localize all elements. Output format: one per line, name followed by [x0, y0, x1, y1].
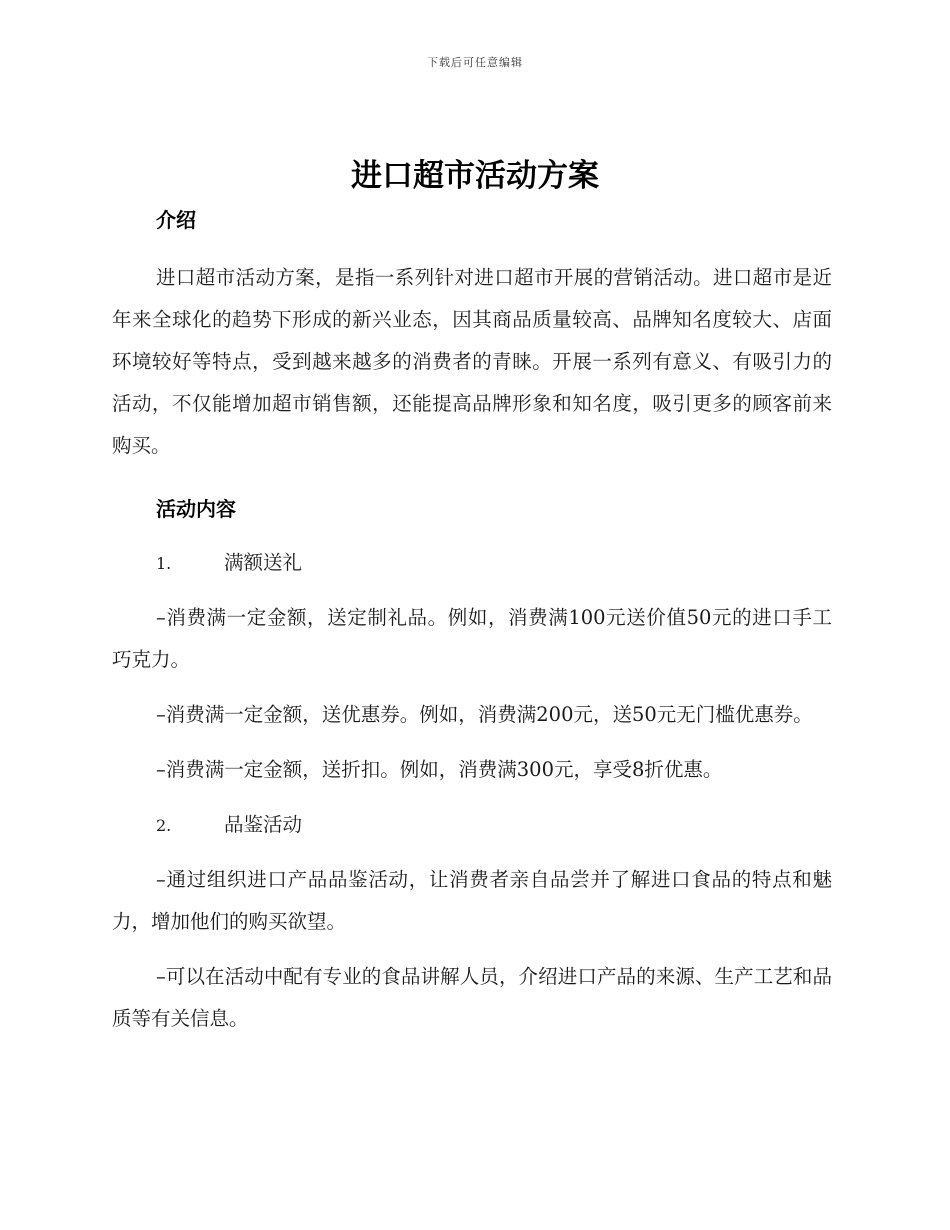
list-number-1: 1.	[156, 554, 172, 573]
list-item-1	[156, 542, 832, 584]
header-note: 下载后可任意编辑	[427, 56, 523, 69]
intro-paragraph: 进口超市活动方案，是指一系列针对进口超市开展的营销活动。进口超市是近年来全球化的趋势下形成的新兴业态，因其商品质量较高、品牌知名度较大、店面环境较好等特点，受到越来越多的消费者的青睐。开展一系列有意义、有吸引力的活动，不仅能增加超市销售额，还能提高品牌形象和知名度，吸引更多的顾客前来购买。	[112, 266, 832, 457]
bullet-paragraph-1-2: –消费满一定金额，送优惠券。例如，消费满200元，送50元无门槛优惠券。	[156, 703, 813, 726]
bullet-paragraph-1-3: –消费满一定金额，送折扣。例如，消费满300元，享受8折优惠。	[156, 758, 723, 781]
list-label-1: 满额送礼	[224, 551, 303, 574]
bullet-paragraph-2-1: –通过组织进口产品品鉴活动，让消费者亲自品尝并了解进口食品的特点和魅力，增加他们的购买欲望。	[112, 868, 832, 933]
document-body	[112, 200, 832, 1040]
document-title: 进口超市活动方案	[351, 158, 599, 194]
list-item-2	[156, 804, 832, 846]
list-number-2: 2.	[156, 816, 172, 835]
bullet-paragraph-1-1: –消费满一定金额，送定制礼品。例如，消费满100元送价值50元的进口手工巧克力。	[112, 606, 832, 671]
list-label-2: 品鉴活动	[224, 813, 303, 836]
section-heading-activities: 活动内容	[156, 497, 236, 521]
bullet-paragraph-2-2: –可以在活动中配有专业的食品讲解人员，介绍进口产品的来源、生产工艺和品质等有关信息。	[112, 965, 832, 1030]
section-heading-intro: 介绍	[156, 208, 196, 232]
